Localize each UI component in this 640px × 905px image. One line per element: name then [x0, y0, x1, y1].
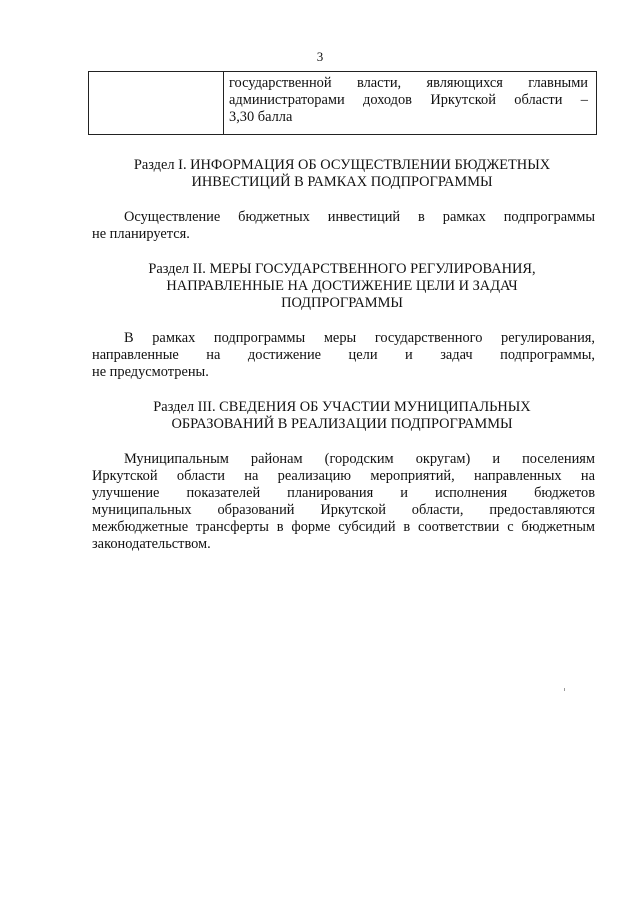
heading-line: ИНВЕСТИЦИЙ В РАМКАХ ПОДПРОГРАММЫ	[191, 174, 493, 190]
table-cell-line: администраторами доходов Иркутской области –	[229, 92, 588, 108]
paragraph-line: Муниципальным районам (городским округам) и поселениям	[124, 451, 595, 467]
paragraph-line: направленные на достижение цели и задач подпрограммы,	[92, 347, 595, 363]
paragraph-line: законодательством.	[92, 536, 211, 552]
table-cell-line: государственной власти, являющихся главными	[229, 75, 588, 91]
section-3-paragraph	[92, 451, 595, 553]
page-number: 3	[316, 49, 324, 64]
paragraph-line: Осуществление бюджетных инвестиций в рамках подпрограммы	[124, 209, 595, 225]
paragraph-line: не планируется.	[92, 226, 190, 242]
section-1-heading	[60, 157, 624, 191]
section-2-paragraph	[92, 330, 595, 381]
section-1-paragraph	[92, 209, 595, 243]
paragraph-line: улучшение показателей планирования и исполнения бюджетов	[92, 485, 595, 501]
continuation-table	[88, 71, 597, 135]
heading-line: Раздел III. СВЕДЕНИЯ ОБ УЧАСТИИ МУНИЦИПАЛЬНЫХ	[153, 399, 531, 415]
paragraph-line: межбюджетные трансферты в форме субсидий в соответствии с бюджетным	[92, 519, 595, 535]
scan-mark	[564, 688, 565, 691]
heading-line: НАПРАВЛЕННЫЕ НА ДОСТИЖЕНИЕ ЦЕЛИ И ЗАДАЧ	[166, 278, 518, 294]
heading-line: Раздел I. ИНФОРМАЦИЯ ОБ ОСУЩЕСТВЛЕНИИ БЮДЖЕТНЫХ	[133, 157, 551, 173]
table-row	[89, 72, 597, 135]
paragraph-line: не предусмотрены.	[92, 364, 209, 380]
section-3-heading	[60, 399, 624, 433]
heading-line: Раздел II. МЕРЫ ГОСУДАРСТВЕННОГО РЕГУЛИРОВАНИЯ,	[148, 261, 536, 277]
table-cell-empty	[89, 72, 224, 135]
paragraph-line: муниципальных образований Иркутской области, предоставляются	[92, 502, 595, 518]
heading-line: ПОДПРОГРАММЫ	[281, 295, 403, 311]
table-cell-text	[224, 72, 597, 135]
paragraph-line: В рамках подпрограммы меры государственного регулирования,	[124, 330, 595, 346]
table-cell-line: 3,30 балла	[229, 109, 293, 125]
heading-line: ОБРАЗОВАНИЙ В РЕАЛИЗАЦИИ ПОДПРОГРАММЫ	[171, 416, 513, 432]
paragraph-line: Иркутской области на реализацию мероприятий, направленных на	[92, 468, 595, 484]
section-2-heading	[60, 261, 624, 312]
